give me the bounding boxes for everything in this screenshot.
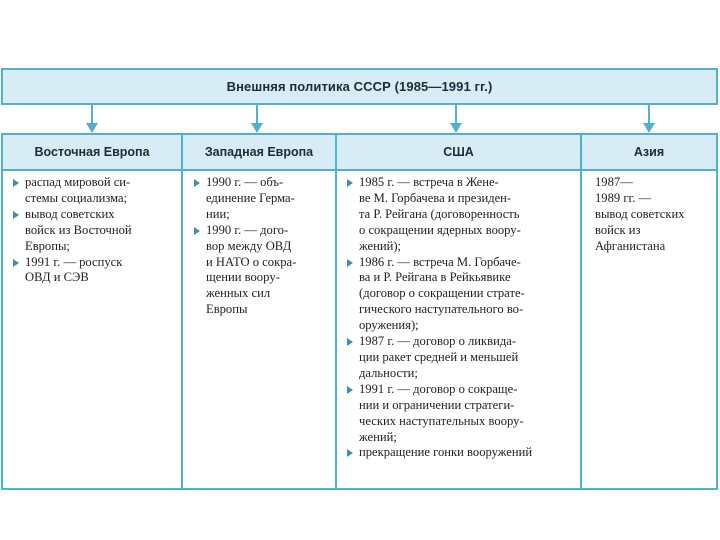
item-line: щении вооpу- — [206, 270, 280, 285]
item-line: Афганистана — [595, 238, 666, 253]
item-line: ции ракет средней и меньшей — [359, 349, 519, 364]
bullet-triangle-icon — [347, 259, 353, 267]
item-line: ОВД и СЭВ — [25, 270, 89, 285]
item-line: вор между ОВД — [206, 238, 292, 253]
policy-table — [1, 133, 718, 490]
column-eastern-europe — [12, 175, 180, 286]
list-item — [346, 175, 580, 255]
item-line: (договор о сокращении страте- — [359, 286, 525, 301]
item-line: 1987— — [595, 175, 633, 189]
arrow-down-icon — [86, 105, 98, 133]
item-line: и НАТО о сокра- — [206, 254, 297, 269]
column-divider — [335, 135, 337, 488]
arrow-down-icon — [643, 105, 655, 133]
item-line: 1985 г. — встреча в Жене- — [359, 175, 499, 189]
list-item — [346, 445, 580, 461]
item-line: оружения); — [359, 318, 419, 333]
diagram-title — [1, 68, 718, 105]
column-header-text: Азия — [633, 145, 665, 159]
item-line: 1989 гг. — — [595, 190, 652, 205]
bullet-triangle-icon — [347, 449, 353, 457]
column-header-text: Восточная Европа — [34, 145, 150, 159]
item-line: 1987 г. — договор о ликвида- — [359, 334, 517, 349]
list-item — [346, 382, 580, 446]
bullet-triangle-icon — [13, 259, 19, 267]
item-line: ва и Р. Рейгана в Рейкьявике — [359, 270, 511, 285]
list-item — [193, 223, 335, 318]
bullet-triangle-icon — [194, 227, 200, 235]
column-header-text: Западная Европа — [204, 145, 314, 159]
item-line: нии; — [206, 206, 230, 221]
item-line: 1990 г. — объ- — [206, 175, 284, 189]
list-item — [12, 175, 180, 207]
bullet-triangle-icon — [347, 179, 353, 187]
item-line: гического наступательного во- — [359, 302, 524, 317]
item-line: 1990 г. — дого- — [206, 222, 289, 237]
item-line: вывод советских — [25, 206, 115, 221]
item-line: жений; — [359, 429, 397, 444]
item-line: 1986 г. — встреча М. Горбаче- — [359, 254, 521, 269]
column-divider — [580, 135, 582, 488]
item-line: войск из — [595, 222, 641, 237]
item-line: прекращение гонки вооружений — [359, 445, 533, 460]
list-item — [346, 334, 580, 382]
item-line: вывод советских — [595, 206, 685, 221]
item-line: 1991 г. — договор о сокраще- — [359, 381, 518, 396]
column-usa — [346, 175, 580, 461]
diagram-title-text: Внешняя политика СССР (1985—1991 гг.) — [226, 79, 493, 94]
item-line: Европы — [206, 302, 248, 317]
bullet-triangle-icon — [347, 338, 353, 346]
item-line: войск из Восточной — [25, 222, 132, 237]
item-line: ческих наступательных вoору- — [359, 413, 524, 428]
item-line: Европы; — [25, 238, 70, 253]
item-line: жений); — [359, 238, 402, 253]
item-line: распад мировой си- — [25, 175, 131, 189]
column-header-usa — [337, 135, 580, 169]
item-line: стемы социализма; — [25, 190, 128, 205]
arrow-down-icon — [450, 105, 462, 133]
column-divider — [181, 135, 183, 488]
column-asia — [595, 175, 715, 255]
column-western-europe — [193, 175, 335, 318]
item-line: женных сил — [206, 286, 271, 301]
item-line: единение Герма- — [206, 190, 295, 205]
item-line: ве М. Горбачева и президен- — [359, 190, 512, 205]
item-line: о сокращении ядерных воору- — [359, 222, 521, 237]
column-header-asia — [582, 135, 716, 169]
item-line: нии и ограничении стратеги- — [359, 397, 515, 412]
item-line: та Р. Рейгана (договоренность — [359, 206, 520, 221]
bullet-triangle-icon — [347, 386, 353, 394]
column-header-western-europe — [183, 135, 335, 169]
column-header-text: США — [443, 145, 474, 159]
item-line: 1991 г. — роспуск — [25, 254, 123, 269]
list-item — [193, 175, 335, 223]
header-divider — [3, 169, 716, 171]
item-line: дальности; — [359, 365, 418, 380]
asia-text — [595, 175, 715, 255]
bullet-triangle-icon — [194, 179, 200, 187]
bullet-triangle-icon — [13, 179, 19, 187]
list-item — [12, 255, 180, 287]
bullet-triangle-icon — [13, 211, 19, 219]
column-header-eastern-europe — [3, 135, 181, 169]
arrow-down-icon — [251, 105, 263, 133]
list-item — [12, 207, 180, 255]
list-item — [346, 255, 580, 335]
